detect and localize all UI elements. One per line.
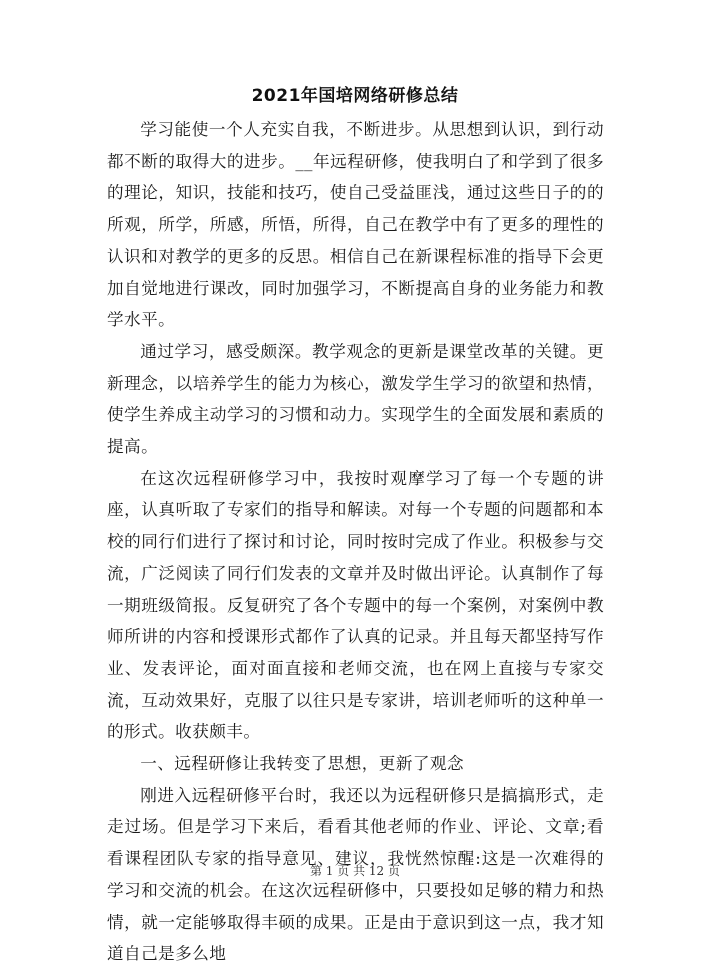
document-title: 2021年国培网络研修总结 (251, 86, 459, 106)
document-body (107, 114, 604, 970)
section-heading-1: 一、远程研修让我转变了思想，更新了观念 (140, 754, 465, 774)
current-page-number: 1 (325, 864, 334, 878)
paragraph-intro: 学习能使一个人充实自我，不断进步。从思想到认识，到行动都不断的取得大的进步。__年远程研修，使我明白了和学到了很多的理论，知识，技能和技巧，使自己受益匪浅，通过这些日子的的所观，所学，所感，所悟，所得，自己在教学中有了更多的理性的认识和对教学的更多的反思。相信自己在新课程标准的指导下会更加自觉地进行课改，同时加强学习，不断提高自身的业务能力和教学水平。 (107, 120, 604, 330)
footer-prefix: 第 (309, 864, 322, 878)
paragraph-activities: 在这次远程研修学习中，我按时观摩学习了每一个专题的讲座，认真听取了专家们的指导和解读。对每一个专题的问题都和本校的同行们进行了探讨和讨论，同时按时完成了作业。积极参与交流，广泛阅读了同行们发表的文章并及时做出评论。认真制作了每一期班级简报。反复研究了各个专题中的每一个案例，对案例中教师所讲的内容和授课形式都作了认真的记录。并且每天都坚持写作业、发表评论，面对面直接和老师交流，也在网上直接与专家交流，互动效果好，克服了以往只是专家讲，培训老师听的这种单一的形式。收获颇丰。 (107, 468, 604, 742)
total-pages: 12 (368, 864, 385, 878)
footer-suffix: 页 (388, 864, 401, 878)
page-footer (0, 863, 710, 879)
footer-middle: 页 共 (337, 864, 366, 878)
paragraph-section-1: 刚进入远程研修平台时，我还以为远程研修只是搞搞形式，走走过场。但是学习下来后，看看其他老师的作业、评论、文章;看看课程团队专家的指导意见、建议，我恍然惊醒:这是一次难得的学习和交流的机会。在这次远程研修中，只要投如足够的精力和热情，就一定能够取得丰硕的成果。正是由于意识到这一点，我才知道自己是多么地 (107, 785, 604, 964)
paragraph-learning: 通过学习，感受颇深。教学观念的更新是课堂改革的关键。更新理念，以培养学生的能力为核心，激发学生学习的欲望和热情，使学生养成主动学习的习惯和动力。实现学生的全面发展和素质的提高。 (107, 341, 604, 457)
